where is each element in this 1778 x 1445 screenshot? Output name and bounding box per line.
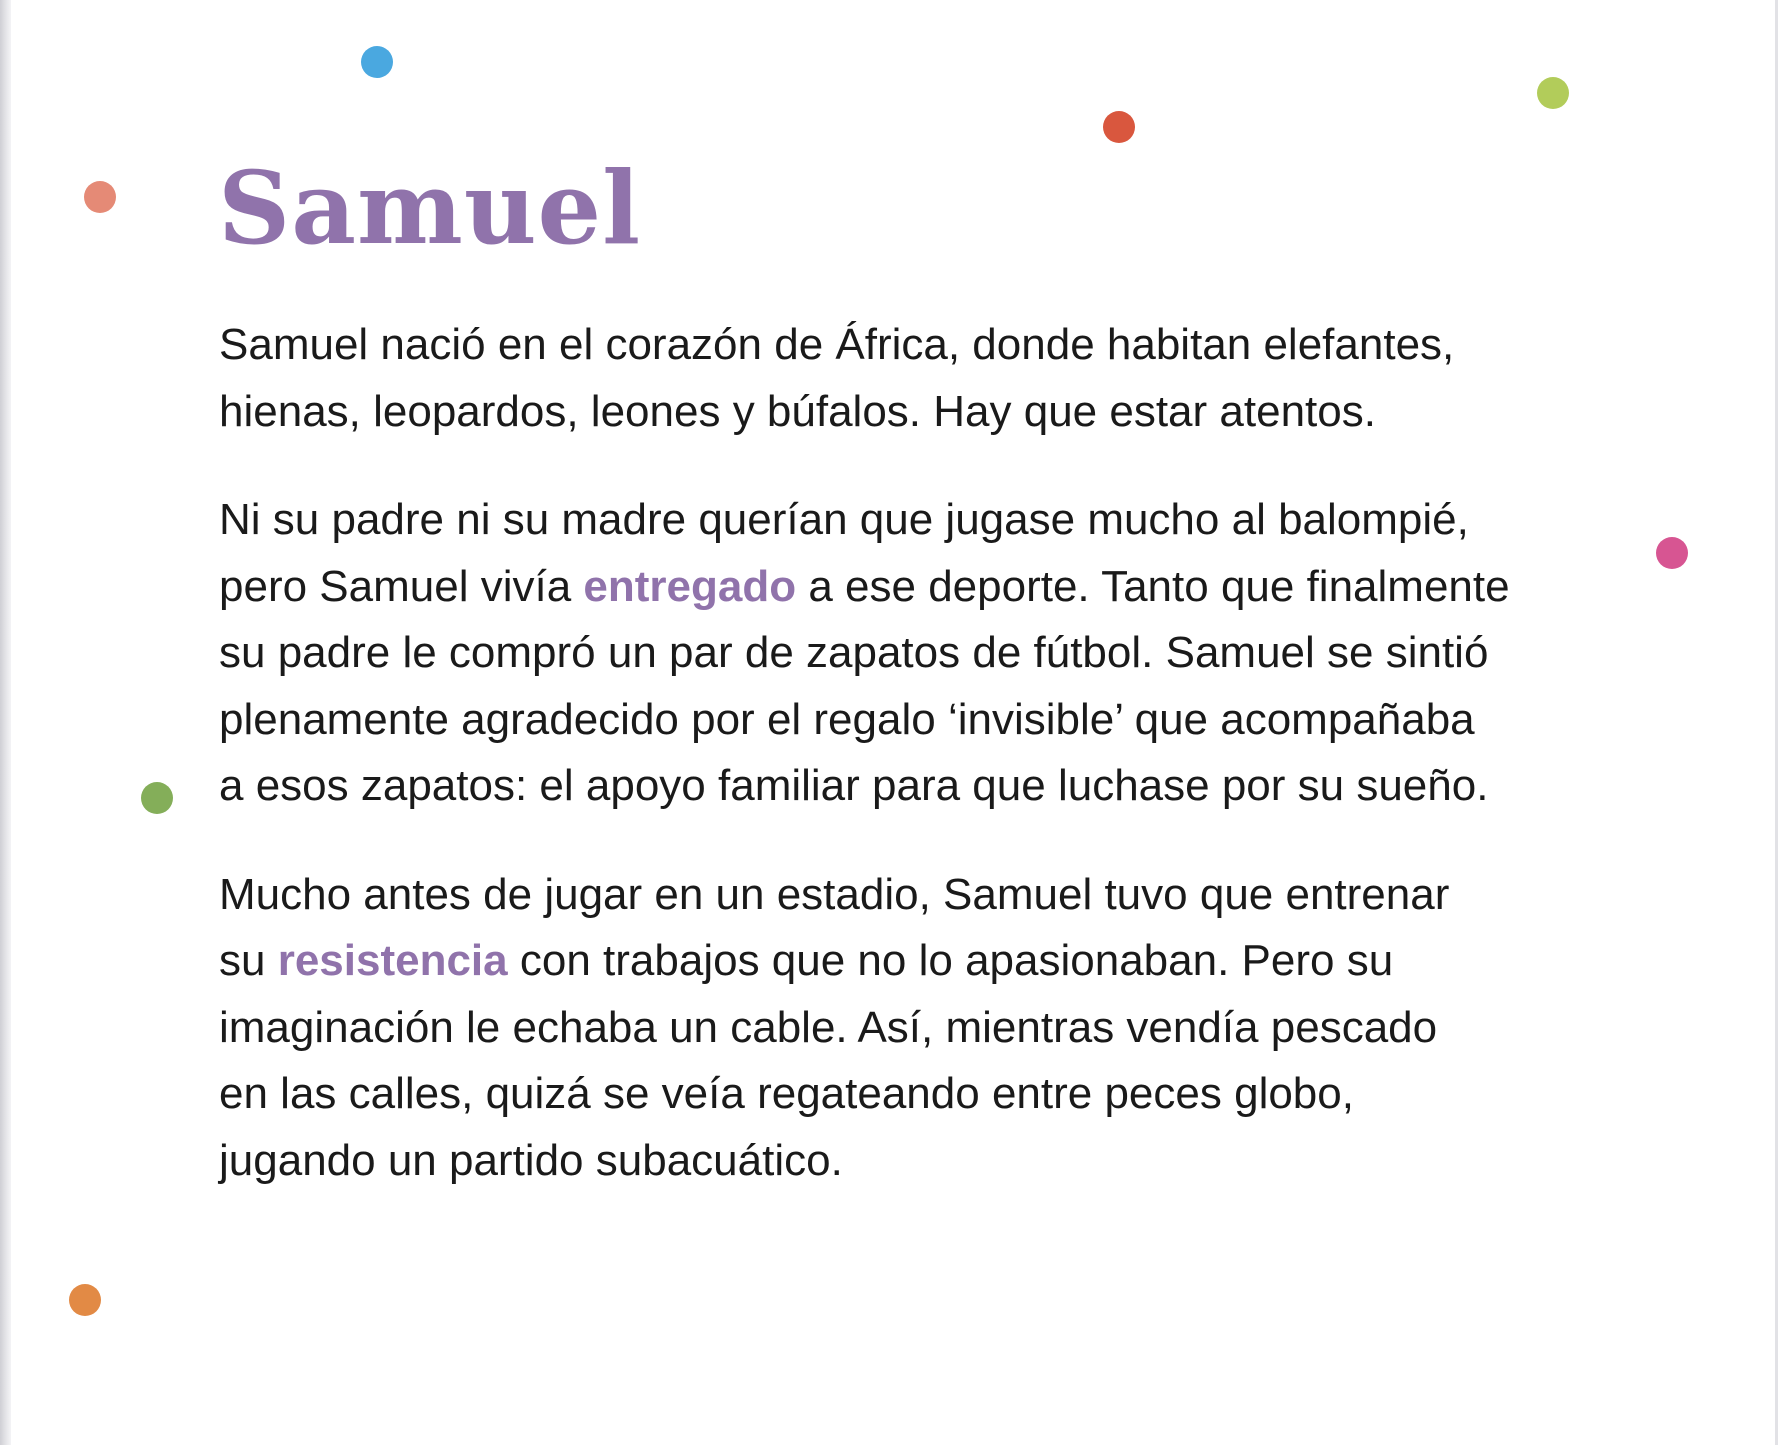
decorative-dot <box>361 46 393 78</box>
decorative-dot <box>1537 77 1569 109</box>
text-line: jugando un partido subacuático. <box>219 1135 843 1185</box>
decorative-dot <box>1656 537 1688 569</box>
text-line: a esos zapatos: el apoyo familiar para que luchase por su sueño. <box>219 761 1489 810</box>
page-title: Samuel <box>218 149 642 267</box>
text-segment: su <box>219 936 278 985</box>
paragraph <box>219 862 1559 1195</box>
highlighted-word: resistencia <box>277 936 508 985</box>
paragraph <box>219 487 1559 820</box>
story-text <box>219 312 1559 1236</box>
text-line: en las calles, quizá se veía regateando entre peces globo, <box>219 1069 1354 1118</box>
highlighted-word: entregado <box>583 561 797 611</box>
paragraph <box>219 312 1559 445</box>
decorative-dot <box>141 782 173 814</box>
page-edge-shadow <box>0 0 11 1445</box>
text-segment: a ese deporte. Tanto que finalmente <box>796 561 1510 611</box>
text-line: Samuel nació en el corazón de África, donde habitan elefantes, <box>219 320 1455 369</box>
text-line: su padre le compró un par de zapatos de fútbol. Samuel se sintió <box>219 628 1489 677</box>
decorative-dot <box>84 181 116 213</box>
text-line <box>219 554 1559 621</box>
text-line: Mucho antes de jugar en un estadio, Samuel tuvo que entrenar <box>219 869 1450 919</box>
text-segment: con trabajos que no lo apasionaban. Pero su <box>507 936 1394 985</box>
text-line: Ni su padre ni su madre querían que jugase mucho al balompié, <box>219 495 1469 544</box>
text-line: imaginación le echaba un cable. Así, mientras vendía pescado <box>219 1002 1438 1052</box>
text-segment: pero Samuel vivía <box>219 561 584 611</box>
decorative-dot <box>69 1284 101 1316</box>
text-line: plenamente agradecido por el regalo ‘invisible’ que acompañaba <box>219 694 1475 744</box>
decorative-dot <box>1103 111 1135 143</box>
text-line <box>219 928 1559 995</box>
text-line: hienas, leopardos, leones y búfalos. Hay que estar atentos. <box>219 386 1376 436</box>
